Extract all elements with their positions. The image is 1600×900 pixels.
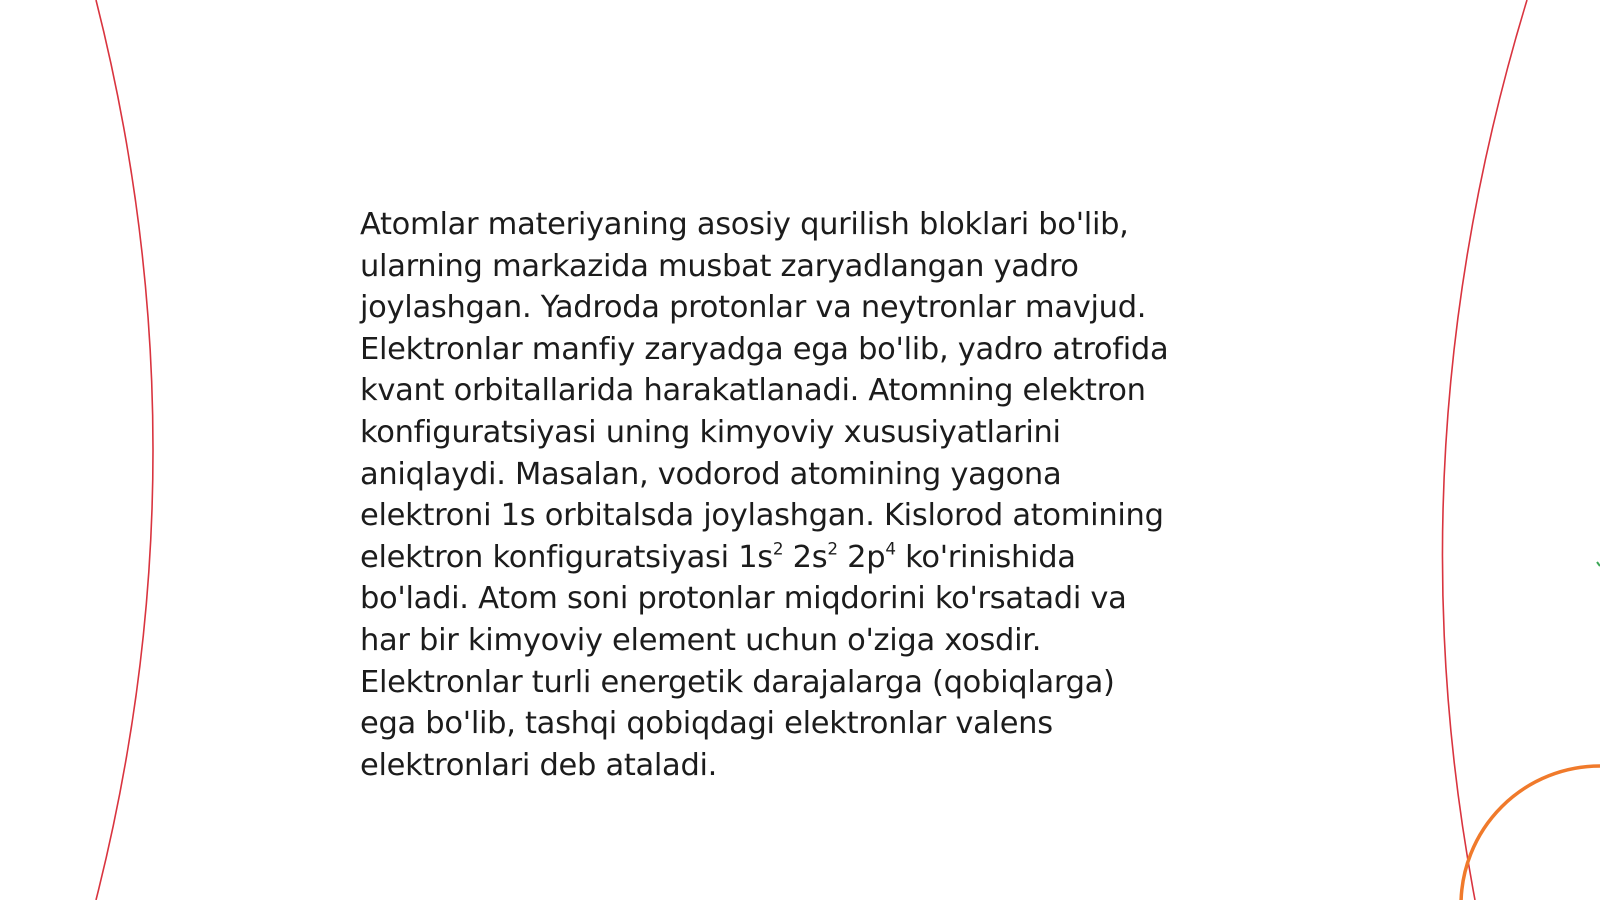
text-line: ega bo'lib, tashqi qobiqdagi elektronlar valens [360,706,1053,742]
text-line: konfiguratsiyasi uning kimyoviy xususiyatlarini [360,414,1061,450]
text-line: bo'ladi. Atom soni protonlar miqdorini ko'rsatadi va [360,581,1127,617]
orange-circle [1461,766,1600,900]
text-line: elektronlari deb ataladi. [360,747,718,783]
electron-config-line [360,537,1250,579]
body-paragraph [360,204,1250,786]
text-line: Elektronlar turli energetik darajalarga (qobiqlarga) [360,664,1115,700]
text-line: har bir kimyoviy element uchun o'ziga xosdir. [360,622,1042,658]
superscript: 4 [885,538,896,559]
left-arc [96,0,153,900]
superscript: 2 [827,538,838,559]
text-line: Atomlar materiyaning asosiy qurilish bloklari bo'lib, [360,207,1129,242]
text-line: ularning markazida musbat zaryadlangan yadro [360,248,1079,284]
config-prefix: elektron konfiguratsiyasi 1s [360,539,773,575]
config-part: 2s [783,539,828,575]
superscript: 2 [772,538,784,559]
text-line: kvant orbitallarida harakatlanadi. Atomning elektron [360,373,1146,409]
config-suffix: ko'rinishida [895,539,1076,575]
text-line: Elektronlar manfiy zaryadga ega bo'lib, yadro atrofida [360,331,1169,367]
text-line: joylashgan. Yadroda protonlar va neytronlar mavjud. [360,290,1147,326]
text-line: aniqlaydi. Masalan, vodorod atomining yagona [360,456,1062,492]
config-part: 2p [837,539,886,575]
right-arc [1442,0,1527,900]
text-line: elektroni 1s orbitalsda joylashgan. Kislorod atomining [360,498,1164,534]
